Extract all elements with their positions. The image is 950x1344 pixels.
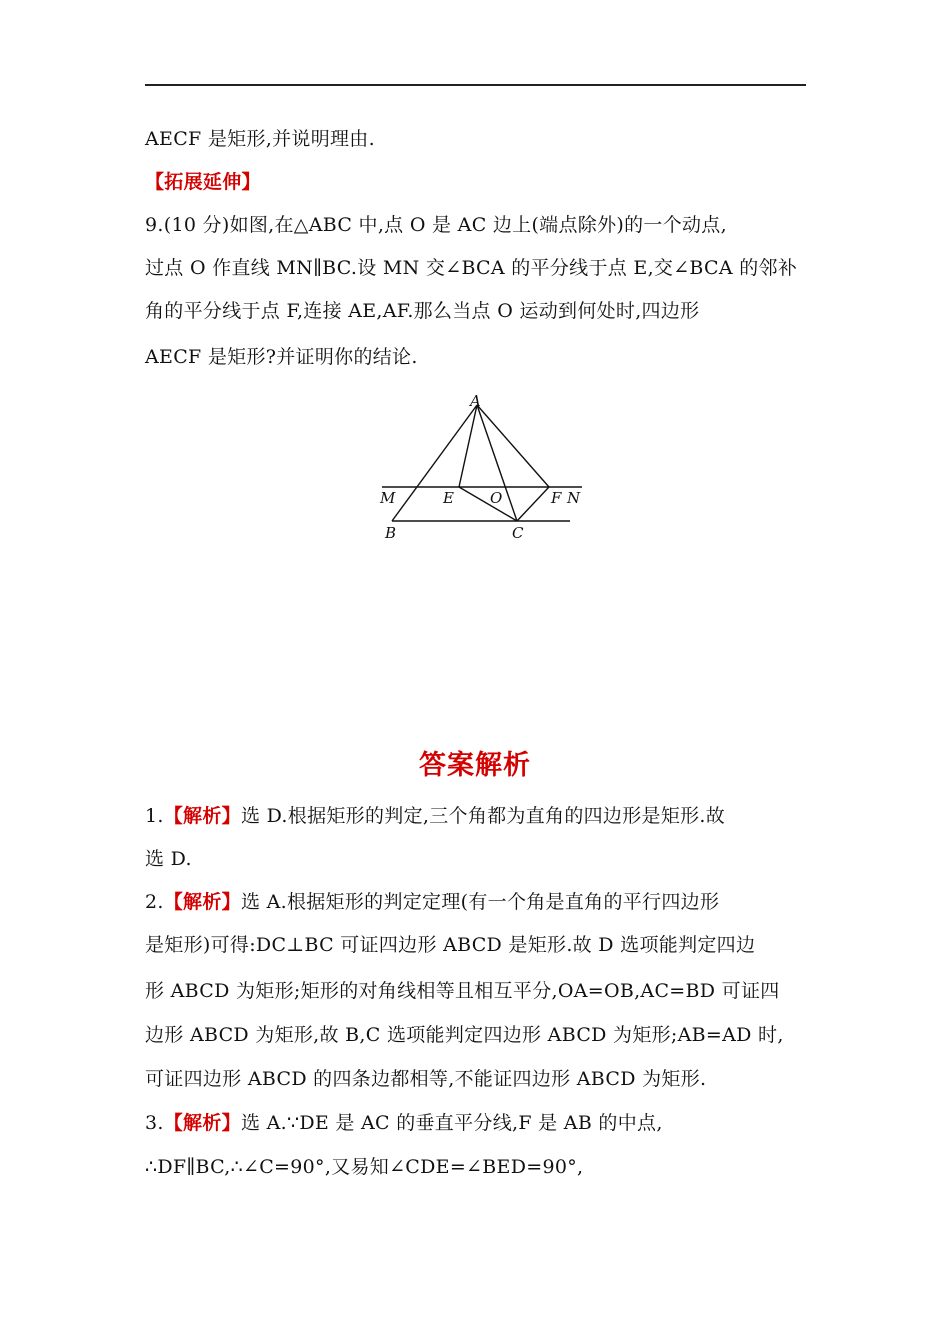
label-f: F [551,489,562,507]
answer-3-text: 选 A.∵DE 是 AC 的垂直平分线,F 是 AB 的中点, [240,1112,663,1134]
text-line: AECF 是矩形,并说明理由. [145,128,375,150]
label-e: E [443,489,454,507]
answer-2-line-2: 是矩形)可得:DC⊥BC 可证四边形 ABCD 是矩形.故 D 选项能判定四边 [145,934,756,956]
problem-9-line-4: AECF 是矩形?并证明你的结论. [145,346,418,368]
section-tag-extension: 【拓展延伸】 [145,171,261,193]
header-rule [145,84,806,86]
answer-3-line-1 [145,1111,663,1135]
answer-2-tag: 【解析】 [163,891,241,913]
geometry-figure [370,386,590,546]
answer-3-line-2: ∴DF∥BC,∴∠C=90°,又易知∠CDE=∠BED=90°, [145,1156,584,1178]
segment-ec [459,487,517,521]
answer-2-line-4: 边形 ABCD 为矩形,故 B,C 选项能判定四边形 ABCD 为矩形;AB=AD 时, [145,1024,784,1046]
segment-af [477,405,549,487]
answer-3-tag: 【解析】 [163,1112,241,1134]
answer-2-line-3: 形 ABCD 为矩形;矩形的对角线相等且相互平分,OA=OB,AC=BD 可证四 [145,980,780,1002]
label-b: B [385,524,397,542]
label-n: N [567,489,581,507]
answer-2-number: 2. [145,891,164,913]
answer-1-line-1 [145,804,725,828]
answer-2-line-1 [145,890,719,914]
label-m: M [380,489,396,507]
answer-1-line-2: 选 D. [145,848,192,870]
answer-3-number: 3. [145,1112,164,1134]
answer-heading: 答案解析 [419,750,531,781]
answer-2-line-5: 可证四边形 ABCD 的四条边都相等,不能证四边形 ABCD 为矩形. [145,1068,707,1090]
segment-fc [517,487,549,521]
problem-9-line-3: 角的平分线于点 F,连接 AE,AF.那么当点 O 运动到何处时,四边形 [145,300,700,322]
answer-1-text: 选 D.根据矩形的判定,三个角都为直角的四边形是矩形.故 [240,805,726,827]
problem-9-line-2: 过点 O 作直线 MN∥BC.设 MN 交∠BCA 的平分线于点 E,交∠BCA 的邻补 [145,257,798,279]
problem-9-line-1: 9.(10 分)如图,在△ABC 中,点 O 是 AC 边上(端点除外)的一个动点, [145,214,727,236]
answer-1-number: 1. [145,805,164,827]
label-a: A [470,392,481,410]
answer-2-text: 选 A.根据矩形的判定定理(有一个角是直角的平行四边形 [240,891,720,913]
answer-1-tag: 【解析】 [163,805,241,827]
label-o: O [490,489,503,507]
label-c: C [512,524,524,542]
